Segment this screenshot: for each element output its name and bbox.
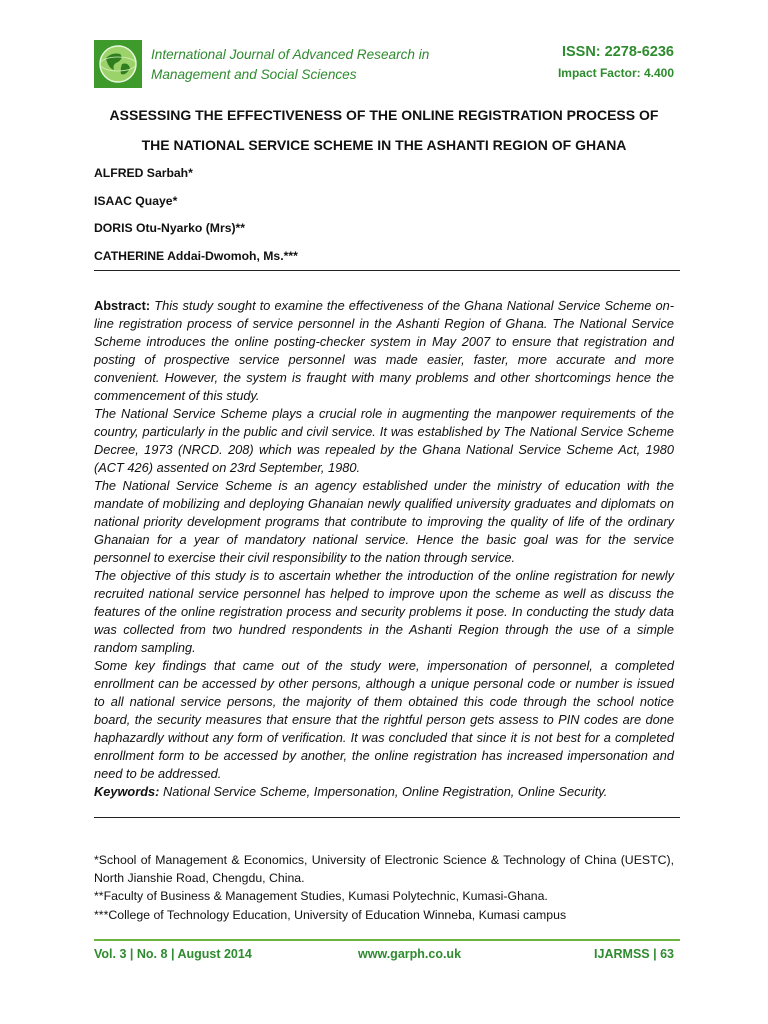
abstract [94, 297, 674, 801]
volume-info [94, 947, 252, 961]
footer-divider [94, 939, 680, 941]
separator: | [653, 947, 657, 961]
journal-name [151, 45, 429, 85]
author: ISAAC Quaye* [94, 193, 178, 208]
paper-title [94, 100, 674, 160]
affiliations [94, 851, 674, 924]
abstract-paragraph: The objective of this study is to ascertain whether the introduction of the online registration for newly recruited national service personnel has helped to improve upon the scheme as well as discuss the features of the online registration process and security problems it pose. In conducting the study data was collected from two hundred respondents in the Ashanti Region through the use of a simple random sampling. [94, 568, 674, 655]
author: CATHERINE Addai-Dwomoh, Ms.*** [94, 249, 298, 264]
divider [94, 270, 680, 271]
page-info [594, 947, 674, 961]
affiliation: ***College of Technology Education, University of Education Winneba, Kumasi campus [94, 907, 567, 922]
abstract-paragraph [94, 297, 674, 405]
affiliation: **Faculty of Business & Management Studies, Kumasi Polytechnic, Kumasi-Ghana. [94, 889, 548, 904]
separator: | [129, 947, 134, 961]
volume: Vol. 3 [94, 947, 127, 961]
abstract-paragraph: Some key findings that came out of the study were, impersonation of personnel, a completed enrollment can be accessed by other persons, although a unique personal code or number is issued to all national service persons, the majority of them obtained this code through the school notice board, the security measures that ensure that the rightful person gets assess to PIN codes are done haphazardly without any form of verification. It was concluded that since it is not best for a completed enrollment form to be accessed by another, the online registration has increased impersonation and need to be addressed. [94, 658, 674, 781]
abstract-label: Abstract: [94, 298, 151, 313]
keywords-text: National Service Scheme, Impersonation, Online Registration, Online Security. [162, 784, 608, 799]
separator: | [170, 947, 175, 961]
page-number: 63 [660, 947, 674, 961]
globe-logo-icon [94, 40, 142, 88]
divider [94, 817, 680, 818]
author-list [94, 160, 298, 271]
title-line1: ASSESSING THE EFFECTIVENESS OF THE ONLINE REGISTRATION PROCESS OF [109, 107, 659, 123]
issue-number: No. 8 [136, 947, 168, 961]
abstract-text: This study sought to examine the effectiveness of the Ghana National Service Scheme on-line registration process of service personnel in the Ashanti Region of Ghana. The National Service Scheme introduces the online posting-checker system in May 2007 to ensure that registration and posting of prospective service personnel was made easier, faster, more accurate and more convenient. However, the system is fraught with many problems and other shortcomings hence the commencement of this study. [94, 298, 674, 403]
author: ALFRED Sarbah* [94, 166, 193, 180]
journal-name-line1: International Journal of Advanced Research in [151, 47, 430, 62]
issn: ISSN: 2278-6236 [561, 44, 674, 60]
author: DORIS Otu-Nyarko (Mrs)** [94, 221, 246, 236]
abstract-paragraph: The National Service Scheme plays a crucial role in augmenting the manpower requirements of the country, particularly in the public and civil service. It was established by The National Service Scheme Decree, 1973 (NRCD. 208) which was repealed by the Ghana National Service Scheme Act, 1980 (ACT 426) assented on 23rd September, 1980. [94, 406, 674, 475]
journal-header [94, 40, 680, 90]
impact-factor: Impact Factor: 4.400 [557, 66, 674, 80]
keywords [94, 783, 674, 801]
issue-date: August 2014 [177, 947, 252, 961]
keywords-label: Keywords: [94, 784, 160, 799]
journal-name-line2: Management and Social Sciences [151, 67, 357, 82]
journal-abbr: IJARMSS [594, 947, 650, 961]
affiliation: *School of Management & Economics, University of Electronic Science & Technology of China (UESTC), North Jianshie Road, Chengdu, China. [94, 853, 674, 886]
abstract-paragraph: The National Service Scheme is an agency established under the ministry of education with the mandate of mobilizing and deploying Ghanaian newly qualified university graduates and diplomats on national priority development programs that contribute to improving the quality of life of the ordinary Ghanaian for a year of mandatory national service. Hence the basic goal was for the service personnel to exercise their civil responsibility to the nation through service. [94, 478, 674, 565]
website-link[interactable]: www.garph.co.uk [358, 947, 462, 961]
title-line2: THE NATIONAL SERVICE SCHEME IN THE ASHANTI REGION OF GHANA [141, 137, 627, 153]
